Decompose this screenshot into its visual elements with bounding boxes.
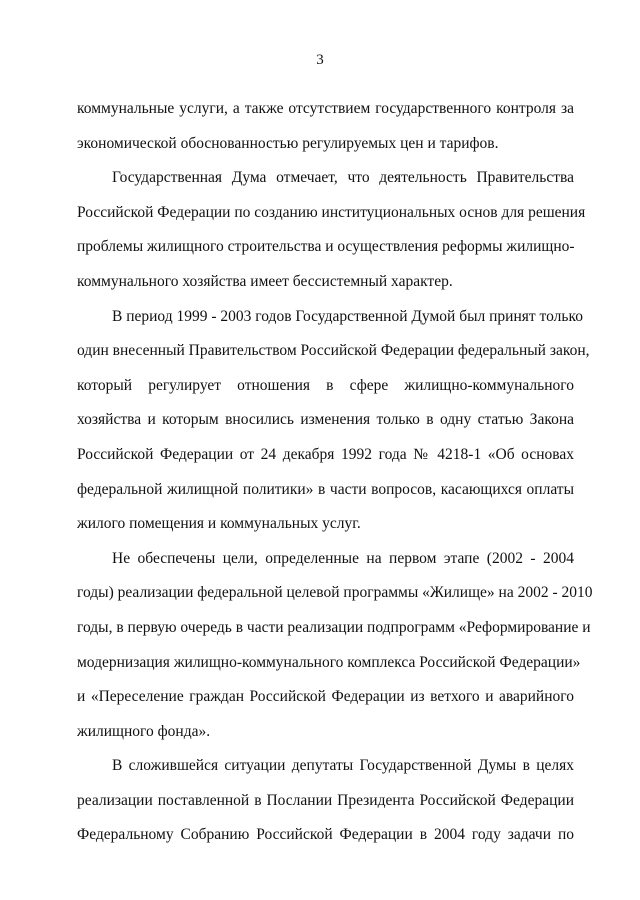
text-line: Российской Федерации от 24 декабря 1992 года № 4218-1 «Об основах xyxy=(77,445,574,463)
text-line: экономической обоснованностью регулируемых цен и тарифов. xyxy=(77,134,499,152)
text-line: годы, в первую очередь в части реализации подпрограмм «Реформирование и xyxy=(77,618,591,636)
text-line: реализации поставленной в Послании Президента Российской Федерации xyxy=(77,791,574,809)
text-line: коммунальные услуги, а также отсутствием государственного контроля за xyxy=(77,100,574,117)
text-line: Не обеспечены цели, определенные на первом этапе (2002 - 2004 xyxy=(112,549,574,567)
text-line: хозяйства и которым вносились изменения только в одну статью Закона xyxy=(77,411,574,429)
text-line: жилищного фонда». xyxy=(77,722,211,740)
text-line: который регулирует отношения в сфере жилищно-коммунального xyxy=(77,376,574,394)
paragraph-4 xyxy=(77,542,593,750)
paragraph-1 xyxy=(77,92,574,161)
paragraph-3 xyxy=(77,300,590,542)
text-line: модернизация жилищно-коммунального комплекса Российской Федерации» xyxy=(77,653,581,671)
text-line: Государственная Дума отмечает, что деятельность Правительства xyxy=(112,169,574,187)
text-line: В период 1999 - 2003 годов Государственной Думой был принят только xyxy=(112,307,583,325)
text-line: и «Переселение граждан Российской Федерации из ветхого и аварийного xyxy=(77,688,574,706)
paragraph-2 xyxy=(77,161,586,299)
text-line: годы) реализации федеральной целевой программы «Жилище» на 2002 - 2010 xyxy=(77,584,593,602)
page-number: 3 xyxy=(316,52,324,68)
text-line: федеральной жилищной политики» в части вопросов, касающихся оплаты xyxy=(77,480,574,498)
text-line: коммунального хозяйства имеет бессистемный характер. xyxy=(77,272,453,290)
text-line: жилого помещения и коммунальных услуг. xyxy=(77,515,361,533)
text-line: проблемы жилищного строительства и осуществления реформы жилищно- xyxy=(77,238,575,256)
text-line: один внесенный Правительством Российской Федерации федеральный закон, xyxy=(77,342,590,360)
text-line: Федеральному Собранию Российской Федерации в 2004 году задачи по xyxy=(77,826,574,844)
text-line: Российской Федерации по созданию институциональных основ для решения xyxy=(77,203,586,221)
text-line: В сложившейся ситуации депутаты Государственной Думы в целях xyxy=(112,757,574,775)
document-body xyxy=(77,92,593,853)
paragraph-5 xyxy=(77,749,574,853)
